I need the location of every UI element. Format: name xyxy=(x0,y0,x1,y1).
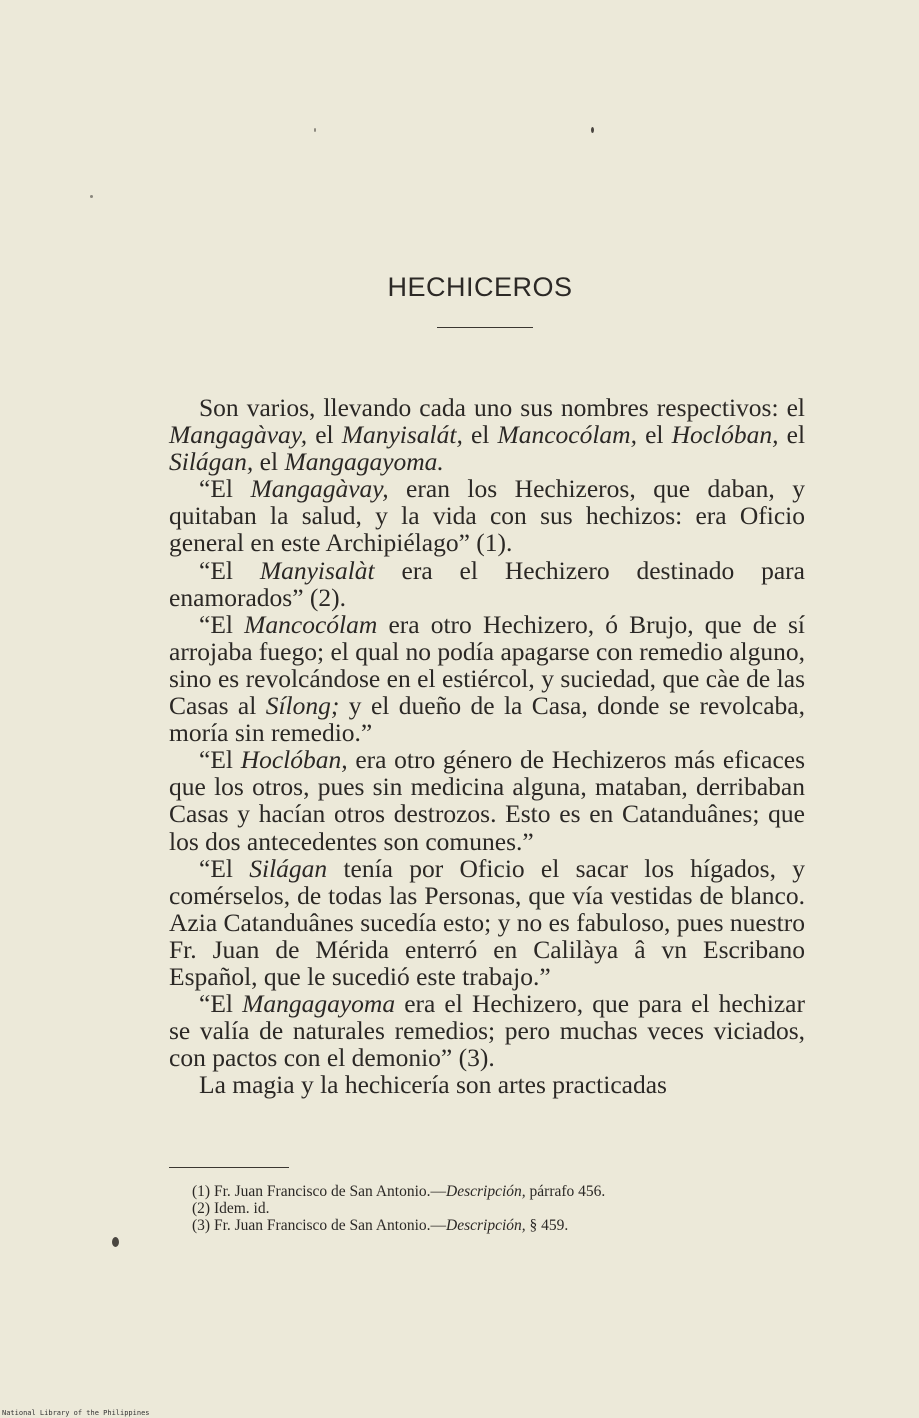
text-run: “El xyxy=(199,745,241,775)
paragraph xyxy=(169,557,805,611)
text-run: (3) Fr. Juan Francisco de San Antonio.— xyxy=(192,1217,447,1234)
text-run: Manyisalát, xyxy=(341,420,463,450)
paragraph xyxy=(169,746,805,854)
text-run: era el Hechizero, que para el hechizar se valía de naturales remedios; pero muchas veces viciados, con pactos con el demonio” (3). xyxy=(169,989,805,1073)
paragraph xyxy=(169,1071,805,1098)
text-run: Son varios, llevando cada uno sus nombres respectivos: el xyxy=(199,393,805,422)
text-run: Mangagayoma. xyxy=(284,447,444,477)
text-run: Mancocólam xyxy=(244,609,378,639)
text-run: Descripción, xyxy=(446,1217,526,1234)
text-run: Hoclóban, xyxy=(240,745,348,775)
scan-speck xyxy=(314,128,316,132)
text-run: Sílong; xyxy=(265,691,340,721)
text-run: tenía por Oficio el sacar los hígados, y comérselos, de todas las Personas, que vía vestidas de blanco. Azia Catanduânes sucedía esto; y no es fabuloso, pues nuestro Fr. Juan de Mérida enterró en Calilàya â vn Escribano Español, que le sucedió este trabajo.” xyxy=(169,853,805,991)
text-run: Silágan xyxy=(249,853,328,883)
text-run: Mangagàvay, xyxy=(169,420,308,450)
text-run: el xyxy=(636,420,672,450)
text-run: el xyxy=(307,420,342,450)
text-run: § 459. xyxy=(525,1217,569,1234)
text-run: y el dueño de la Casa, donde se revolcaba, moría sin remedio.” xyxy=(169,691,805,748)
text-run: “El xyxy=(199,474,251,504)
library-stamp: National Library of the Philippines xyxy=(2,1409,150,1417)
text-run: Mancocólam, xyxy=(497,420,637,450)
paragraph xyxy=(169,855,805,990)
text-run: “El xyxy=(199,609,245,639)
text-run: Hoclóban, xyxy=(671,420,779,450)
text-run: era otro Hechizero, ó Brujo, que de sí arrojaba fuego; el qual no podía apagarse con remedio alguno, sino es revolcándose en el estiércol, y suciedad, que càe de las Casas al xyxy=(169,609,805,721)
paragraph xyxy=(169,611,805,746)
text-run: el xyxy=(778,420,806,450)
text-run: “El xyxy=(199,989,243,1019)
text-run: Descripción, xyxy=(446,1183,526,1200)
footnote xyxy=(170,1217,806,1234)
scan-speck xyxy=(112,1237,119,1247)
text-run: el xyxy=(462,420,498,450)
page-title: HECHICEROS xyxy=(387,272,573,302)
title-rule xyxy=(437,327,533,328)
footnote xyxy=(170,1183,806,1200)
footnote xyxy=(170,1200,806,1217)
text-run: párrafo 456. xyxy=(525,1183,606,1200)
text-run: “El xyxy=(199,853,250,883)
paragraph xyxy=(169,990,805,1071)
text-run: era otro género de Hechizeros más eficaces que los otros, pues sin medicina alguna, mataban, derribaban Casas y hacían otros destrozos. Esto es en Catanduânes; que los dos antecedentes son comunes.” xyxy=(169,745,805,856)
text-run: Silágan, xyxy=(169,447,254,477)
text-run: Manyisalàt xyxy=(259,555,375,585)
paragraph xyxy=(169,475,805,556)
text-run: (2) Idem. id. xyxy=(192,1200,270,1217)
text-run: (1) Fr. Juan Francisco de San Antonio.— xyxy=(192,1183,447,1200)
text-run: eran los Hechizeros, que daban, y quitaban la salud, y la vida con sus hechizos: era Oficio general en este Archipiélago” (1). xyxy=(169,474,805,558)
text-run: el xyxy=(253,447,285,477)
text-run: Mangagàvay, xyxy=(250,474,389,504)
scan-speck xyxy=(90,195,93,198)
text-run: era el Hechizero destinado para enamorados” (2). xyxy=(169,555,805,612)
scan-speck xyxy=(591,127,594,133)
text-run: La magia y la hechicería son artes practicadas xyxy=(199,1070,667,1100)
text-run: Mangagayoma xyxy=(242,989,396,1019)
paragraph xyxy=(169,394,805,475)
text-run: “El xyxy=(199,555,260,585)
footnotes xyxy=(170,1183,806,1234)
body-text xyxy=(169,394,805,1098)
footnote-rule xyxy=(169,1167,289,1168)
